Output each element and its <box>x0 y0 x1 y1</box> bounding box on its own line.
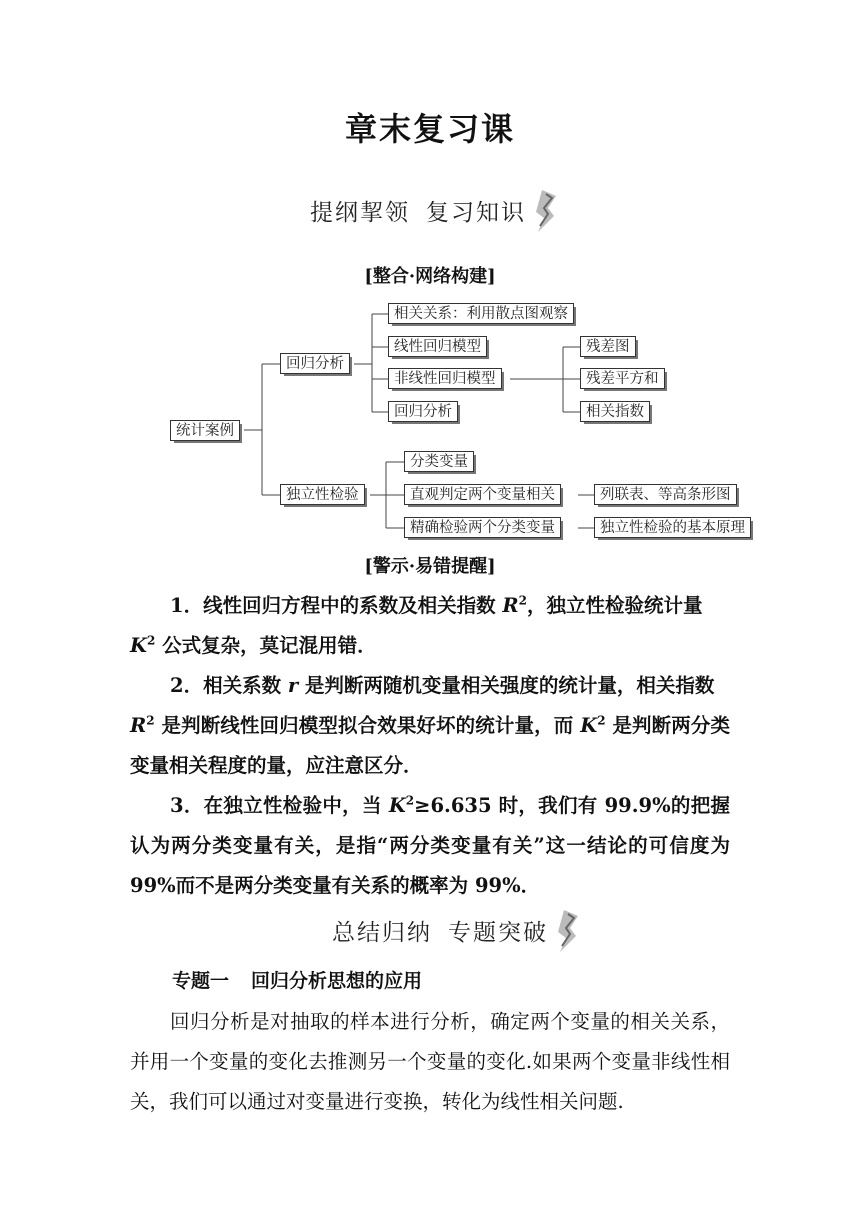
banner-text-part2: 复习知识 <box>426 200 526 226</box>
diagram-node-principle: 独立性检验的基本原理 <box>594 517 751 538</box>
warning-list <box>130 586 730 906</box>
diagram-node-categorical: 分类变量 <box>404 451 474 472</box>
diagram-node-correlation-index: 相关指数 <box>580 401 650 422</box>
brush-stroke-icon <box>550 906 580 956</box>
diagram-node-nonlinear-model: 非线性回归模型 <box>388 368 502 389</box>
banner2-text-part2: 专题突破 <box>448 920 548 946</box>
diagram-node-residual-sum: 残差平方和 <box>580 368 665 389</box>
banner2-text-part1: 总结归纳 <box>332 920 432 946</box>
topic-heading <box>172 966 422 993</box>
page-title: 章末复习课 <box>344 110 515 148</box>
diagram-node-residual-plot: 残差图 <box>580 336 636 357</box>
diagram-node-independence: 独立性检验 <box>280 484 365 505</box>
warning-item-2: 2．相关系数 r 是判断两随机变量相关强度的统计量，相关指数 $R^2$ 是判断线性回归模型拟合效果好坏的统计量，而 $K^2$ 是判断两分类变量相关程度的量，应注意区分． <box>130 674 731 777</box>
topic-title: 回归分析思想的应用 <box>251 970 423 992</box>
warning-item-1: 1．线性回归方程中的系数及相关指数 $R^2$，独立性检验统计量 $K^2$ 公式复杂，莫记混用错． <box>130 593 703 657</box>
diagram-connectors <box>0 0 860 560</box>
diagram-node-regression-analysis: 回归分析 <box>388 401 458 422</box>
topic-body <box>130 1002 730 1122</box>
topic-number: 专题一 <box>172 970 230 992</box>
warning-item-3: 3．在独立性检验中，当 $K^2\ge 6.635$ 时，我们有 99.9%的把握认为两分类变量有关，是指“两分类变量有关”这一结论的可信度为 99%而不是两分类变量有关系的概率为 99%． <box>130 793 731 897</box>
diagram-node-correlation: 相关关系：利用散点图观察 <box>388 303 574 324</box>
diagram-node-root: 统计案例 <box>170 420 240 441</box>
section-banner-summary <box>318 906 580 956</box>
diagram-node-intuitive: 直观判定两个变量相关 <box>404 484 561 505</box>
banner-text-part1: 提纲挈领 <box>310 200 410 226</box>
section-label-network: [整合·网络构建] <box>364 266 496 287</box>
diagram-node-precise: 精确检验两个分类变量 <box>404 517 561 538</box>
topic-paragraph: 回归分析是对抽取的样本进行分析，确定两个变量的相关关系，并用一个变量的变化去推测另一个变量的变化.如果两个变量非线性相关，我们可以通过对变量进行变换，转化为线性相关问题. <box>130 1010 730 1113</box>
diagram-node-linear-model: 线性回归模型 <box>388 336 487 357</box>
section-label-warnings: [警示·易错提醒] <box>364 556 496 577</box>
diagram-node-contingency: 列联表、等高条形图 <box>594 484 737 505</box>
diagram-node-regression: 回归分析 <box>280 353 350 374</box>
